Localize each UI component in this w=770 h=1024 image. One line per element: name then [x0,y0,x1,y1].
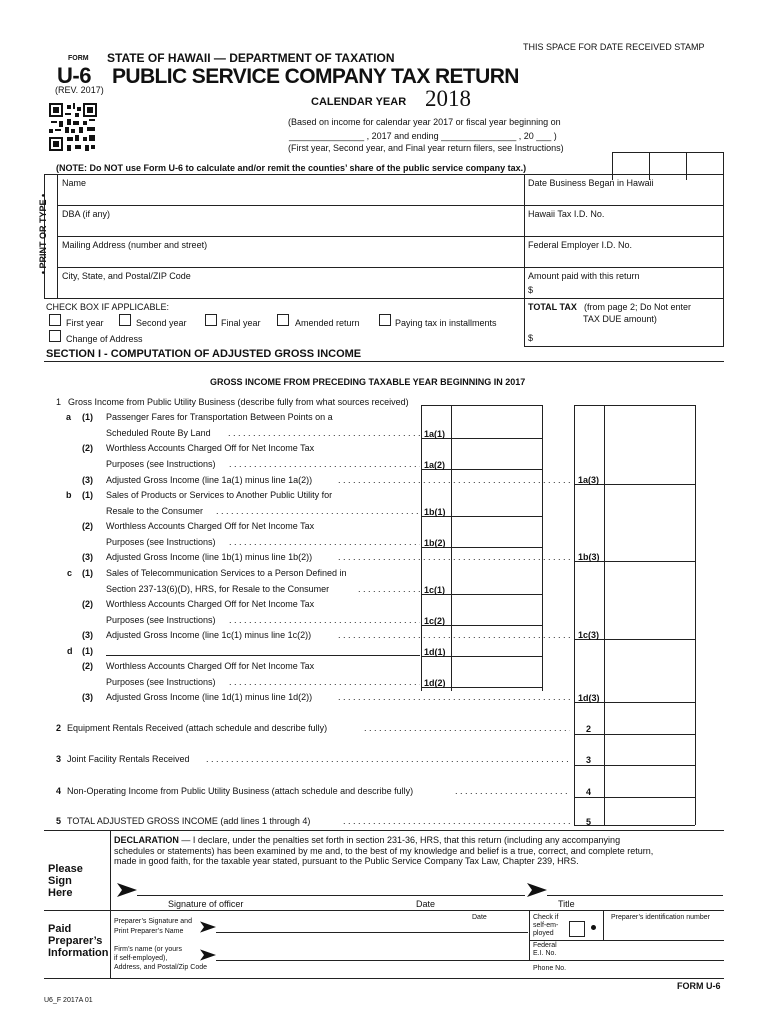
total-tax-note: (from page 2; Do Not enter [584,302,692,312]
a1-text-2: Scheduled Route By Land [106,428,211,438]
ref-1c1: 1c(1) [424,585,446,595]
self-employed-checkbox[interactable] [569,921,585,937]
basis-line-3: (First year, Second year, and Final year return filers, see Instructions) [288,143,564,153]
ref-1c2: 1c(2) [424,616,446,626]
line-sub: (3) [82,692,93,702]
declaration-text-3: made in good faith, for the taxable year stated, pursuant to the Public Service Company Tax Law, Chapter 239, HRS. [114,856,579,866]
line-ref-5: 5 [586,817,592,827]
ref-1d1: 1d(1) [424,647,446,657]
section-subtitle: GROSS INCOME FROM PRECEDING TAXABLE YEAR BEGINNING IN 2017 [210,377,526,387]
declaration-lead: DECLARATION [114,835,179,845]
line-letter: d [67,646,73,656]
line-letter: b [66,490,72,500]
ref-1a1: 1a(1) [424,429,446,439]
check-if-label-2: self-em- [533,922,559,929]
line-letter: a [66,412,72,422]
city-state-zip-label: City, State, and Postal/ZIP Code [62,271,191,281]
line-number: 4 [56,786,62,796]
line-number: 5 [56,816,62,826]
information-label: Information [48,947,109,959]
firm-arrow-icon [200,949,216,961]
d2-purposes: Purposes (see Instructions) [106,677,216,687]
bullet-icon [591,925,596,930]
line-ref-2: 2 [586,724,592,734]
ref-1b3: 1b(3) [578,552,600,562]
first-year-checkbox[interactable] [49,314,61,326]
check-if-label-3: ployed [533,930,554,937]
officer-title-label: Title [558,899,575,909]
first-year-label: First year [66,318,104,328]
line-ref-4: 4 [586,787,592,797]
line-3-text: Joint Facility Rentals Received [67,754,190,764]
section-title: SECTION I - COMPUTATION OF ADJUSTED GROSS INCOME [46,348,362,360]
note-text: (NOTE: Do NOT use Form U-6 to calculate and/or remit the counties’ share of the public service company tax.) [56,163,527,173]
hawaii-tax-id-label: Hawaii Tax I.D. No. [528,209,605,219]
fein-label: Federal Employer I.D. No. [528,240,633,250]
line-sub: (2) [82,521,93,531]
a1-text: Passenger Fares for Transportation Between Points on a [106,412,333,422]
line-sub: (2) [82,443,93,453]
footer-code: U6_F 2017A 01 [44,997,93,1004]
title-arrow-icon [527,883,547,897]
amended-return-label: Amended return [295,318,360,328]
line-number: 1 [56,397,62,407]
line-sub: (1) [82,568,93,578]
c1-text: Sales of Telecommunication Services to a Person Defined in [106,568,347,578]
line-sub: (3) [82,552,93,562]
ref-1a3: 1a(3) [578,475,600,485]
line-2-text: Equipment Rentals Received (attach schedule and describe fully) [67,723,328,733]
officer-signature-field[interactable] [137,884,523,895]
line-sub: (1) [82,490,93,500]
check-box-heading: CHECK BOX IF APPLICABLE: [46,302,170,312]
line-5-text: TOTAL ADJUSTED GROSS INCOME (add lines 1 through 4) [67,816,311,826]
ref-1d3: 1d(3) [578,693,600,703]
firm-label-3: Address, and Postal/Zip Code [114,964,207,971]
officer-date-label: Date [416,899,436,909]
line-sub: (2) [82,661,93,671]
c2-text: Worthless Accounts Charged Off for Net Income Tax [106,599,315,609]
c3-text: Adjusted Gross Income (line 1c(1) minus line 1c(2)) [106,630,312,640]
firm-label-2: if self-employed), [114,955,168,962]
line-number: 3 [56,754,62,764]
a2-purposes: Purposes (see Instructions) [106,459,216,469]
total-tax-note-2: TAX DUE amount) [583,314,657,324]
basis-line-2: _______________ , 2017 and ending _______________ , 20 ___ ) [289,131,557,141]
footer-form: FORM U-6 [677,981,721,991]
b1-text-2: Resale to the Consumer [106,506,204,516]
ref-1d2: 1d(2) [424,678,446,688]
line-sub: (3) [82,475,93,485]
sign-label: Sign [48,875,72,887]
line-sub: (2) [82,599,93,609]
preparer-sig-label-1: Preparer’s Signature and [114,918,192,925]
agency-name: STATE OF HAWAII — DEPARTMENT OF TAXATION [107,51,395,65]
line-sub: (1) [82,412,93,422]
check-if-label: Check if [533,914,559,921]
b1-text: Sales of Products or Services to Another Public Utility for [106,490,333,500]
preparers-label: Preparer’s [48,935,103,947]
change-of-address-checkbox[interactable] [49,330,61,342]
stamp-note: THIS SPACE FOR DATE RECEIVED STAMP [523,42,705,52]
calendar-year-label: CALENDAR YEAR [311,96,407,108]
please-label: Please [48,863,83,875]
print-or-type-label: • PRINT OR TYPE • [38,193,48,275]
amount-paid-label: Amount paid with this return [528,271,640,281]
c1-text-2: Section 237-13(6)(D), HRS, for Resale to the Consumer [106,584,330,594]
declaration-text-2: schedules or statements) has been examined by me and, to the best of my knowledge and belief is a true, correct, and complete return, [114,845,654,856]
d2-text: Worthless Accounts Charged Off for Net Income Tax [106,661,315,671]
federal-label: Federal [533,942,557,949]
final-year-checkbox[interactable] [205,314,217,326]
declaration-text-1: — I declare, under the penalties set forth in section 231-36, HRS, that this return (including any accompanying [178,835,621,845]
total-tax-label: TOTAL TAX [528,302,577,312]
date-business-began-label: Date Business Began in Hawaii [528,178,654,188]
line-4-text: Non-Operating Income from Public Utility Business (attach schedule and describe fully) [67,786,414,796]
amended-return-checkbox[interactable] [277,314,289,326]
c2-purposes: Purposes (see Instructions) [106,615,216,625]
phone-label: Phone No. [533,965,567,972]
officer-signature-label: Signature of officer [168,899,244,909]
line-ref-3: 3 [586,755,592,765]
ref-1b2: 1b(2) [424,538,446,548]
a2-text: Worthless Accounts Charged Off for Net Income Tax [106,443,315,453]
declaration [114,835,719,867]
paid-label: Paid [48,923,72,935]
second-year-checkbox[interactable] [119,314,131,326]
ein-label: E.I. No. [533,950,557,957]
officer-title-field[interactable] [547,884,723,895]
line-letter: c [67,568,73,578]
total-tax-dollar: $ [528,333,534,343]
dba-label: DBA (if any) [62,209,111,219]
preparer-date-label: Date [472,914,487,921]
tax-year: 2018 [425,86,471,111]
qr-code-icon [49,103,97,151]
amount-paid-dollar: $ [528,285,534,295]
line-sub: (1) [82,646,93,656]
b2-purposes: Purposes (see Instructions) [106,537,216,547]
mailing-address-label: Mailing Address (number and street) [62,240,208,250]
final-year-label: Final year [221,318,261,328]
preparer-arrow-icon [200,921,216,933]
line-sub: (3) [82,630,93,640]
name-label: Name [62,178,87,188]
installments-checkbox[interactable] [379,314,391,326]
installments-label: Paying tax in installments [395,318,497,328]
second-year-label: Second year [136,318,187,328]
here-label: Here [48,887,73,899]
ref-1a2: 1a(2) [424,460,446,470]
line-1-text: Gross Income from Public Utility Business (describe fully from what sources received) [68,397,409,407]
basis-line-1: (Based on income for calendar year 2017 or fiscal year beginning on [288,117,561,127]
ref-1c3: 1c(3) [578,630,600,640]
preparer-sig-label-2: Print Preparer’s Name [114,928,184,935]
change-of-address-label: Change of Address [66,334,143,344]
ptin-label: Preparer’s identification number [611,914,710,921]
b3-text: Adjusted Gross Income (line 1b(1) minus line 1b(2)) [106,552,313,562]
d3-text: Adjusted Gross Income (line 1d(1) minus line 1d(2)) [106,692,313,702]
sign-arrow-icon [117,883,137,897]
firm-label-1: Firm’s name (or yours [114,946,182,953]
b2-text: Worthless Accounts Charged Off for Net Income Tax [106,521,315,531]
form-title: PUBLIC SERVICE COMPANY TAX RETURN [112,65,519,88]
revision: (REV. 2017) [55,85,104,95]
firm-name-field[interactable] [216,944,528,960]
form-label: FORM [68,55,89,62]
line-number: 2 [56,723,62,733]
a3-text: Adjusted Gross Income (line 1a(1) minus line 1a(2)) [106,475,313,485]
ref-1b1: 1b(1) [424,507,446,517]
form-number: U-6 [57,63,91,88]
